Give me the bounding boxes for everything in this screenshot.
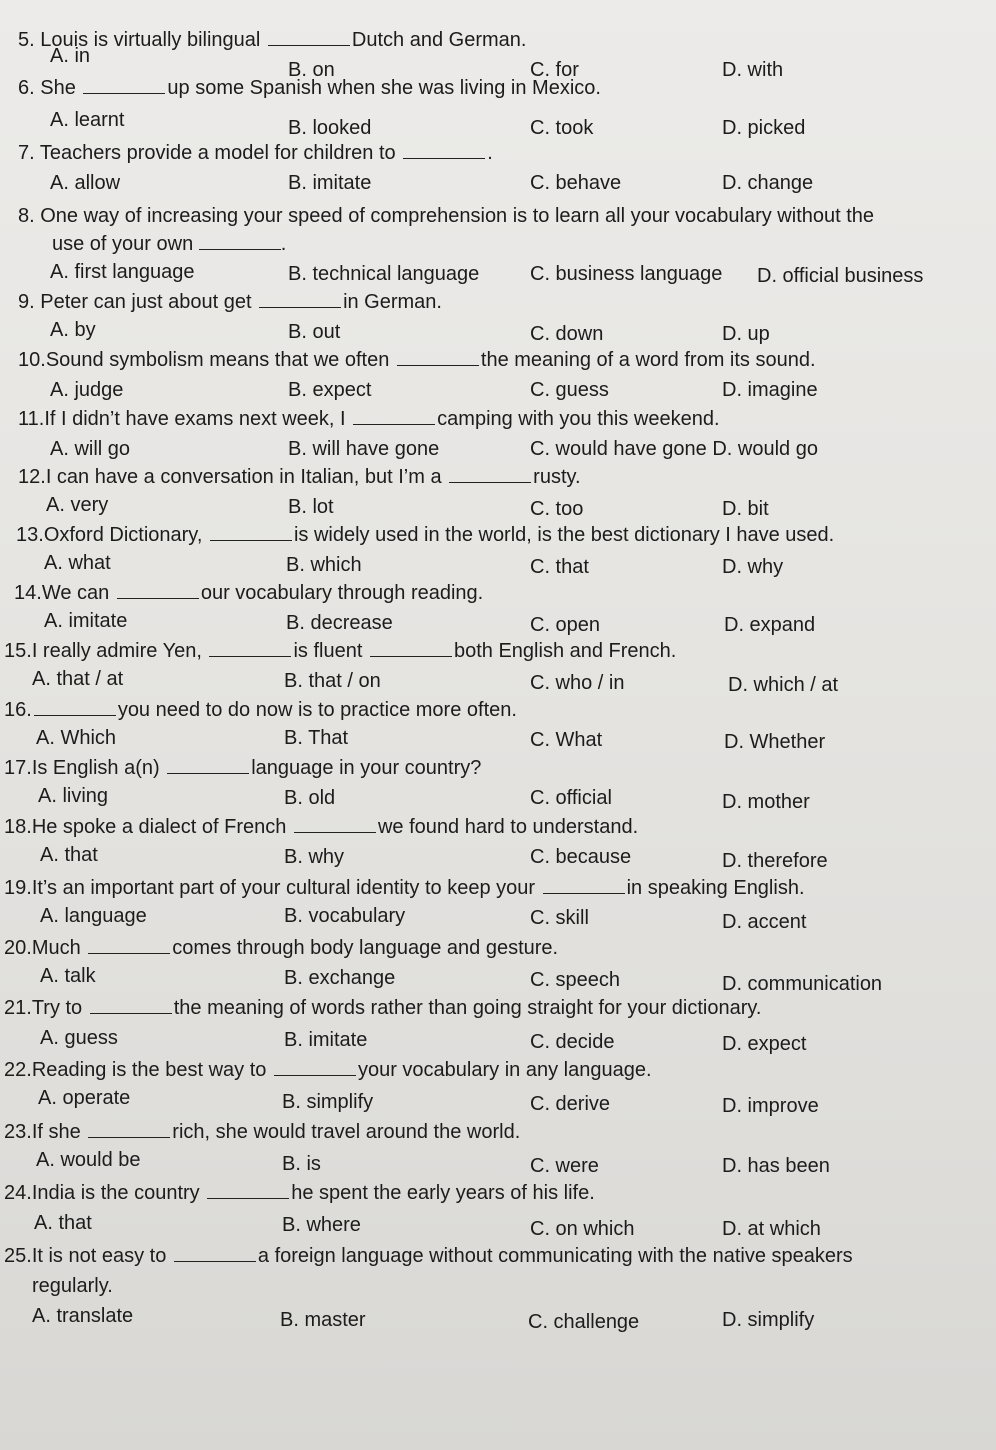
option-b: B. lot: [288, 496, 334, 518]
option-d: D. which / at: [728, 674, 839, 696]
option-b: B. imitate: [288, 172, 372, 194]
question-stem: 7. Teachers provide a model for children to .: [18, 142, 493, 164]
answer-blank: [259, 291, 341, 308]
question-stem: 13.Oxford Dictionary, is widely used in the world, is the best dictionary I have used.: [16, 524, 835, 546]
answer-blank: [88, 1121, 170, 1138]
question-9: [0, 290, 996, 350]
option-d: D. picked: [722, 117, 806, 139]
question-stem: 22.Reading is the best way to your vocabulary in any language.: [4, 1059, 652, 1081]
answer-blank: [174, 1245, 256, 1262]
question-6: [0, 76, 996, 139]
question-stem: 8. One way of increasing your speed of comprehension is to learn all your vocabulary without the: [18, 205, 875, 227]
option-b: B. expect: [288, 379, 372, 401]
option-a: A. by: [50, 319, 96, 341]
option-a: A. translate: [32, 1305, 134, 1327]
option-d: D. why: [722, 556, 784, 578]
question-stem: 12.I can have a conversation in Italian, but I’m a rusty.: [18, 466, 581, 488]
question-23: [0, 1120, 996, 1180]
option-d: D. communication: [722, 973, 883, 995]
option-c: C. were: [530, 1155, 599, 1177]
answer-blank: [353, 408, 435, 425]
option-c: C. for: [530, 59, 579, 81]
question-8: [0, 204, 996, 294]
question-21: [0, 996, 996, 1056]
answer-blank: [370, 640, 452, 657]
option-b: B. will have gone: [288, 438, 440, 460]
option-b: B. why: [284, 846, 345, 868]
option-c: C. behave: [530, 172, 622, 194]
option-d: D. therefore: [722, 850, 828, 872]
option-b: B. on: [288, 59, 335, 81]
option-a: A. imitate: [44, 610, 128, 632]
question-stem: 20.Much comes through body language and gesture.: [4, 937, 559, 959]
question-stem: 19.It’s an important part of your cultural identity to keep your in speaking English.: [4, 877, 805, 899]
question-stem: 16. you need to do now is to practice more often.: [4, 699, 517, 721]
option-d: D. simplify: [722, 1309, 815, 1331]
option-d: D. official business: [757, 265, 924, 287]
option-d: D. with: [722, 59, 784, 81]
question-stem: 6. She up some Spanish when she was living in Mexico.: [18, 77, 601, 99]
option-a: A. what: [44, 552, 111, 574]
question-10: [0, 348, 996, 408]
answer-blank: [117, 582, 199, 599]
option-a: A. language: [40, 905, 147, 927]
option-a: A. that: [34, 1212, 92, 1234]
question-16: [0, 698, 996, 758]
option-c: C. that: [530, 556, 589, 578]
answer-blank: [167, 757, 249, 774]
option-d: D. up: [722, 323, 770, 345]
answer-blank: [207, 1182, 289, 1199]
answer-blank: [397, 349, 479, 366]
answer-blank: [543, 877, 625, 894]
question-stem: 18.He spoke a dialect of French we found hard to understand.: [4, 816, 639, 838]
answer-blank: [210, 524, 292, 541]
question-13: [0, 523, 996, 583]
option-d: D. has been: [722, 1155, 830, 1177]
question-stem: 25.It is not easy to a foreign language without communicating with the native speakers: [4, 1245, 853, 1267]
question-stem: 10.Sound symbolism means that we often the meaning of a word from its sound.: [18, 349, 816, 371]
option-c: C. too: [530, 498, 584, 520]
option-a: A. learnt: [50, 109, 125, 131]
answer-blank: [34, 699, 116, 716]
option-b: B. looked: [288, 117, 372, 139]
question-stem: 15.I really admire Yen, is fluent both English and French.: [4, 640, 677, 662]
option-c: C. What: [530, 729, 603, 751]
option-d: D. Whether: [724, 731, 826, 753]
question-7: [0, 141, 996, 201]
answer-blank: [199, 233, 281, 250]
question-stem: 17.Is English a(n) language in your country?: [4, 757, 482, 779]
question-stem: 23.If she rich, she would travel around the world.: [4, 1121, 521, 1143]
answer-blank: [209, 640, 291, 657]
option-b: B. out: [288, 321, 341, 343]
option-d: D. improve: [722, 1095, 819, 1117]
option-c: C. who / in: [530, 672, 625, 694]
option-d: D. accent: [722, 911, 807, 933]
answer-blank: [449, 466, 531, 483]
option-a: A. that: [40, 844, 98, 866]
option-b: B. simplify: [282, 1091, 374, 1113]
option-b: B. imitate: [284, 1029, 368, 1051]
option-b: B. exchange: [284, 967, 396, 989]
option-b: B. that / on: [284, 670, 381, 692]
option-d: D. change: [722, 172, 814, 194]
question-stem: 24.India is the country he spent the early years of his life.: [4, 1182, 595, 1204]
question-14: [0, 581, 996, 641]
question-19: [0, 876, 996, 936]
option-a: A. guess: [40, 1027, 118, 1049]
option-a: A. first language: [50, 261, 195, 283]
option-b: B. old: [284, 787, 336, 809]
option-c: C. challenge: [528, 1311, 640, 1333]
option-c: C. skill: [530, 907, 589, 929]
option-a: A. that / at: [32, 668, 124, 690]
option-a: A. Which: [36, 727, 117, 749]
answer-blank: [403, 142, 485, 159]
answer-blank: [83, 77, 165, 94]
answer-blank: [274, 1059, 356, 1076]
option-a: A. very: [46, 494, 109, 516]
option-d: D. bit: [722, 498, 769, 520]
question-22: [0, 1058, 996, 1118]
option-b: B. where: [282, 1214, 361, 1236]
question-18: [0, 815, 996, 875]
question-24: [0, 1181, 996, 1241]
answer-blank: [268, 29, 350, 46]
option-c: C. decide: [530, 1031, 615, 1053]
question-stem: 11.If I didn’t have exams next week, I camping with you this weekend.: [18, 408, 720, 430]
option-d: D. expand: [724, 614, 816, 636]
option-a: A. would be: [36, 1149, 141, 1171]
answer-blank: [294, 816, 376, 833]
option-c: C. business language: [530, 263, 723, 285]
option-b: B. master: [280, 1309, 366, 1331]
option-c: C. derive: [530, 1093, 611, 1115]
question-stem: 9. Peter can just about get in German.: [18, 291, 442, 313]
option-b: B. technical language: [288, 263, 480, 285]
option-c: C. guess: [530, 379, 609, 401]
option-a: A. operate: [38, 1087, 131, 1109]
option-d: D. at which: [722, 1218, 821, 1240]
option-c: C. official: [530, 787, 612, 809]
option-d: D. expect: [722, 1033, 807, 1055]
question-stem-continued: regularly.: [32, 1275, 113, 1297]
option-c: C. speech: [530, 969, 621, 991]
option-d: D. imagine: [722, 379, 818, 401]
option-c: C. down: [530, 323, 604, 345]
option-a: A. living: [38, 785, 109, 807]
question-15: [0, 639, 996, 699]
question-17: [0, 756, 996, 816]
question-stem: 14.We can our vocabulary through reading.: [14, 582, 484, 604]
option-b: B. vocabulary: [284, 905, 406, 927]
option-b: B. decrease: [286, 612, 393, 634]
option-b: B. is: [282, 1153, 321, 1175]
option-a: A. in: [50, 45, 91, 67]
option-c: C. because: [530, 846, 632, 868]
option-b: B. which: [286, 554, 362, 576]
question-20: [0, 936, 996, 996]
option-a: A. talk: [40, 965, 96, 987]
answer-blank: [88, 937, 170, 954]
question-stem: 21.Try to the meaning of words rather than going straight for your dictionary.: [4, 997, 762, 1019]
question-12: [0, 465, 996, 525]
question-11: [0, 407, 996, 467]
question-25: [0, 1244, 996, 1344]
option-a: A. allow: [50, 172, 121, 194]
option-c: C. on which: [530, 1218, 635, 1240]
answer-blank: [90, 997, 172, 1014]
option-c: C. took: [530, 117, 594, 139]
question-stem-continued: use of your own .: [52, 233, 287, 255]
option-a: A. judge: [50, 379, 124, 401]
option-d: D. mother: [722, 791, 810, 813]
option-a: A. will go: [50, 438, 131, 460]
option-c-d: C. would have gone D. would go: [530, 438, 818, 460]
option-c: C. open: [530, 614, 601, 636]
question-stem: 5. Louis is virtually bilingual Dutch and German.: [18, 29, 527, 51]
option-b: B. That: [284, 727, 349, 749]
